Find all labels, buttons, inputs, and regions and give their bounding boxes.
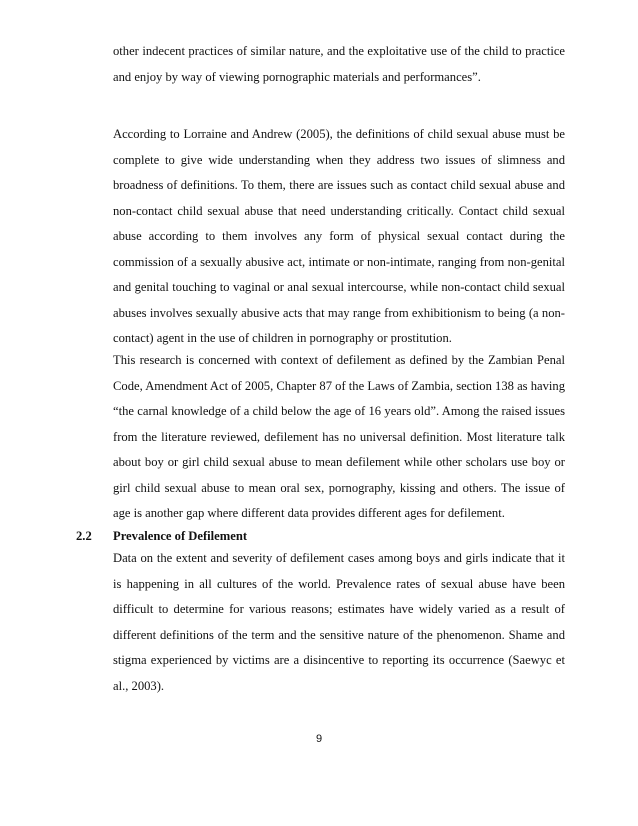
paragraph-lorraine-andrew: According to Lorraine and Andrew (2005), the definitions of child sexual abuse must be complete to give wide understanding when they address two issues of slimness and broadness of definitions. To them, there are issues such as contact child sexual abuse and non-contact child sexual abuse that need understanding critically. Contact child sexual abuse according to them involves any form of physical sexual contact during the commission of a sexually abusive act, intimate or non-intimate, ranging from non-genital and genital touching to vaginal or anal sexual intercourse, while non-contact child sexual abuses involves sexually abusive acts that may range from exhibitionism to being (a non-contact) agent in the use of children in pornography or prostitution. <box>113 127 565 345</box>
section-title: Prevalence of Defilement <box>113 529 248 543</box>
paragraph-research-context: This research is concerned with context of defilement as defined by the Zambian Penal Code, Amendment Act of 2005, Chapter 87 of the Laws of Zambia, section 138 as having “the carnal knowledge of a child below the age of 16 years old”. Among the raised issues from the literature reviewed, defilement has no universal definition. Most literature talk about boy or girl child sexual abuse to mean defilement while other scholars use boy or girl child sexual abuse to mean oral sex, pornography, kissing and others. The issue of age is another gap where different data provides different ages for defilement. <box>113 353 565 520</box>
section-number: 2.2 <box>76 529 92 543</box>
page-number: 9 <box>315 733 323 745</box>
paragraph-definition-continued: other indecent practices of similar nature, and the exploitative use of the child to practice and enjoy by way of viewing pornographic materials and performances”. <box>113 44 565 84</box>
paragraph-prevalence: Data on the extent and severity of defilement cases among boys and girls indicate that it is happening in all cultures of the world. Prevalence rates of sexual abuse have been difficult to determine for various reasons; estimates have widely varied as a result of different definitions of the term and the sensitive nature of the phenomenon. Shame and stigma experienced by victims are a disincentive to reporting its occurrence (Saewyc et al., 2003). <box>113 551 565 693</box>
